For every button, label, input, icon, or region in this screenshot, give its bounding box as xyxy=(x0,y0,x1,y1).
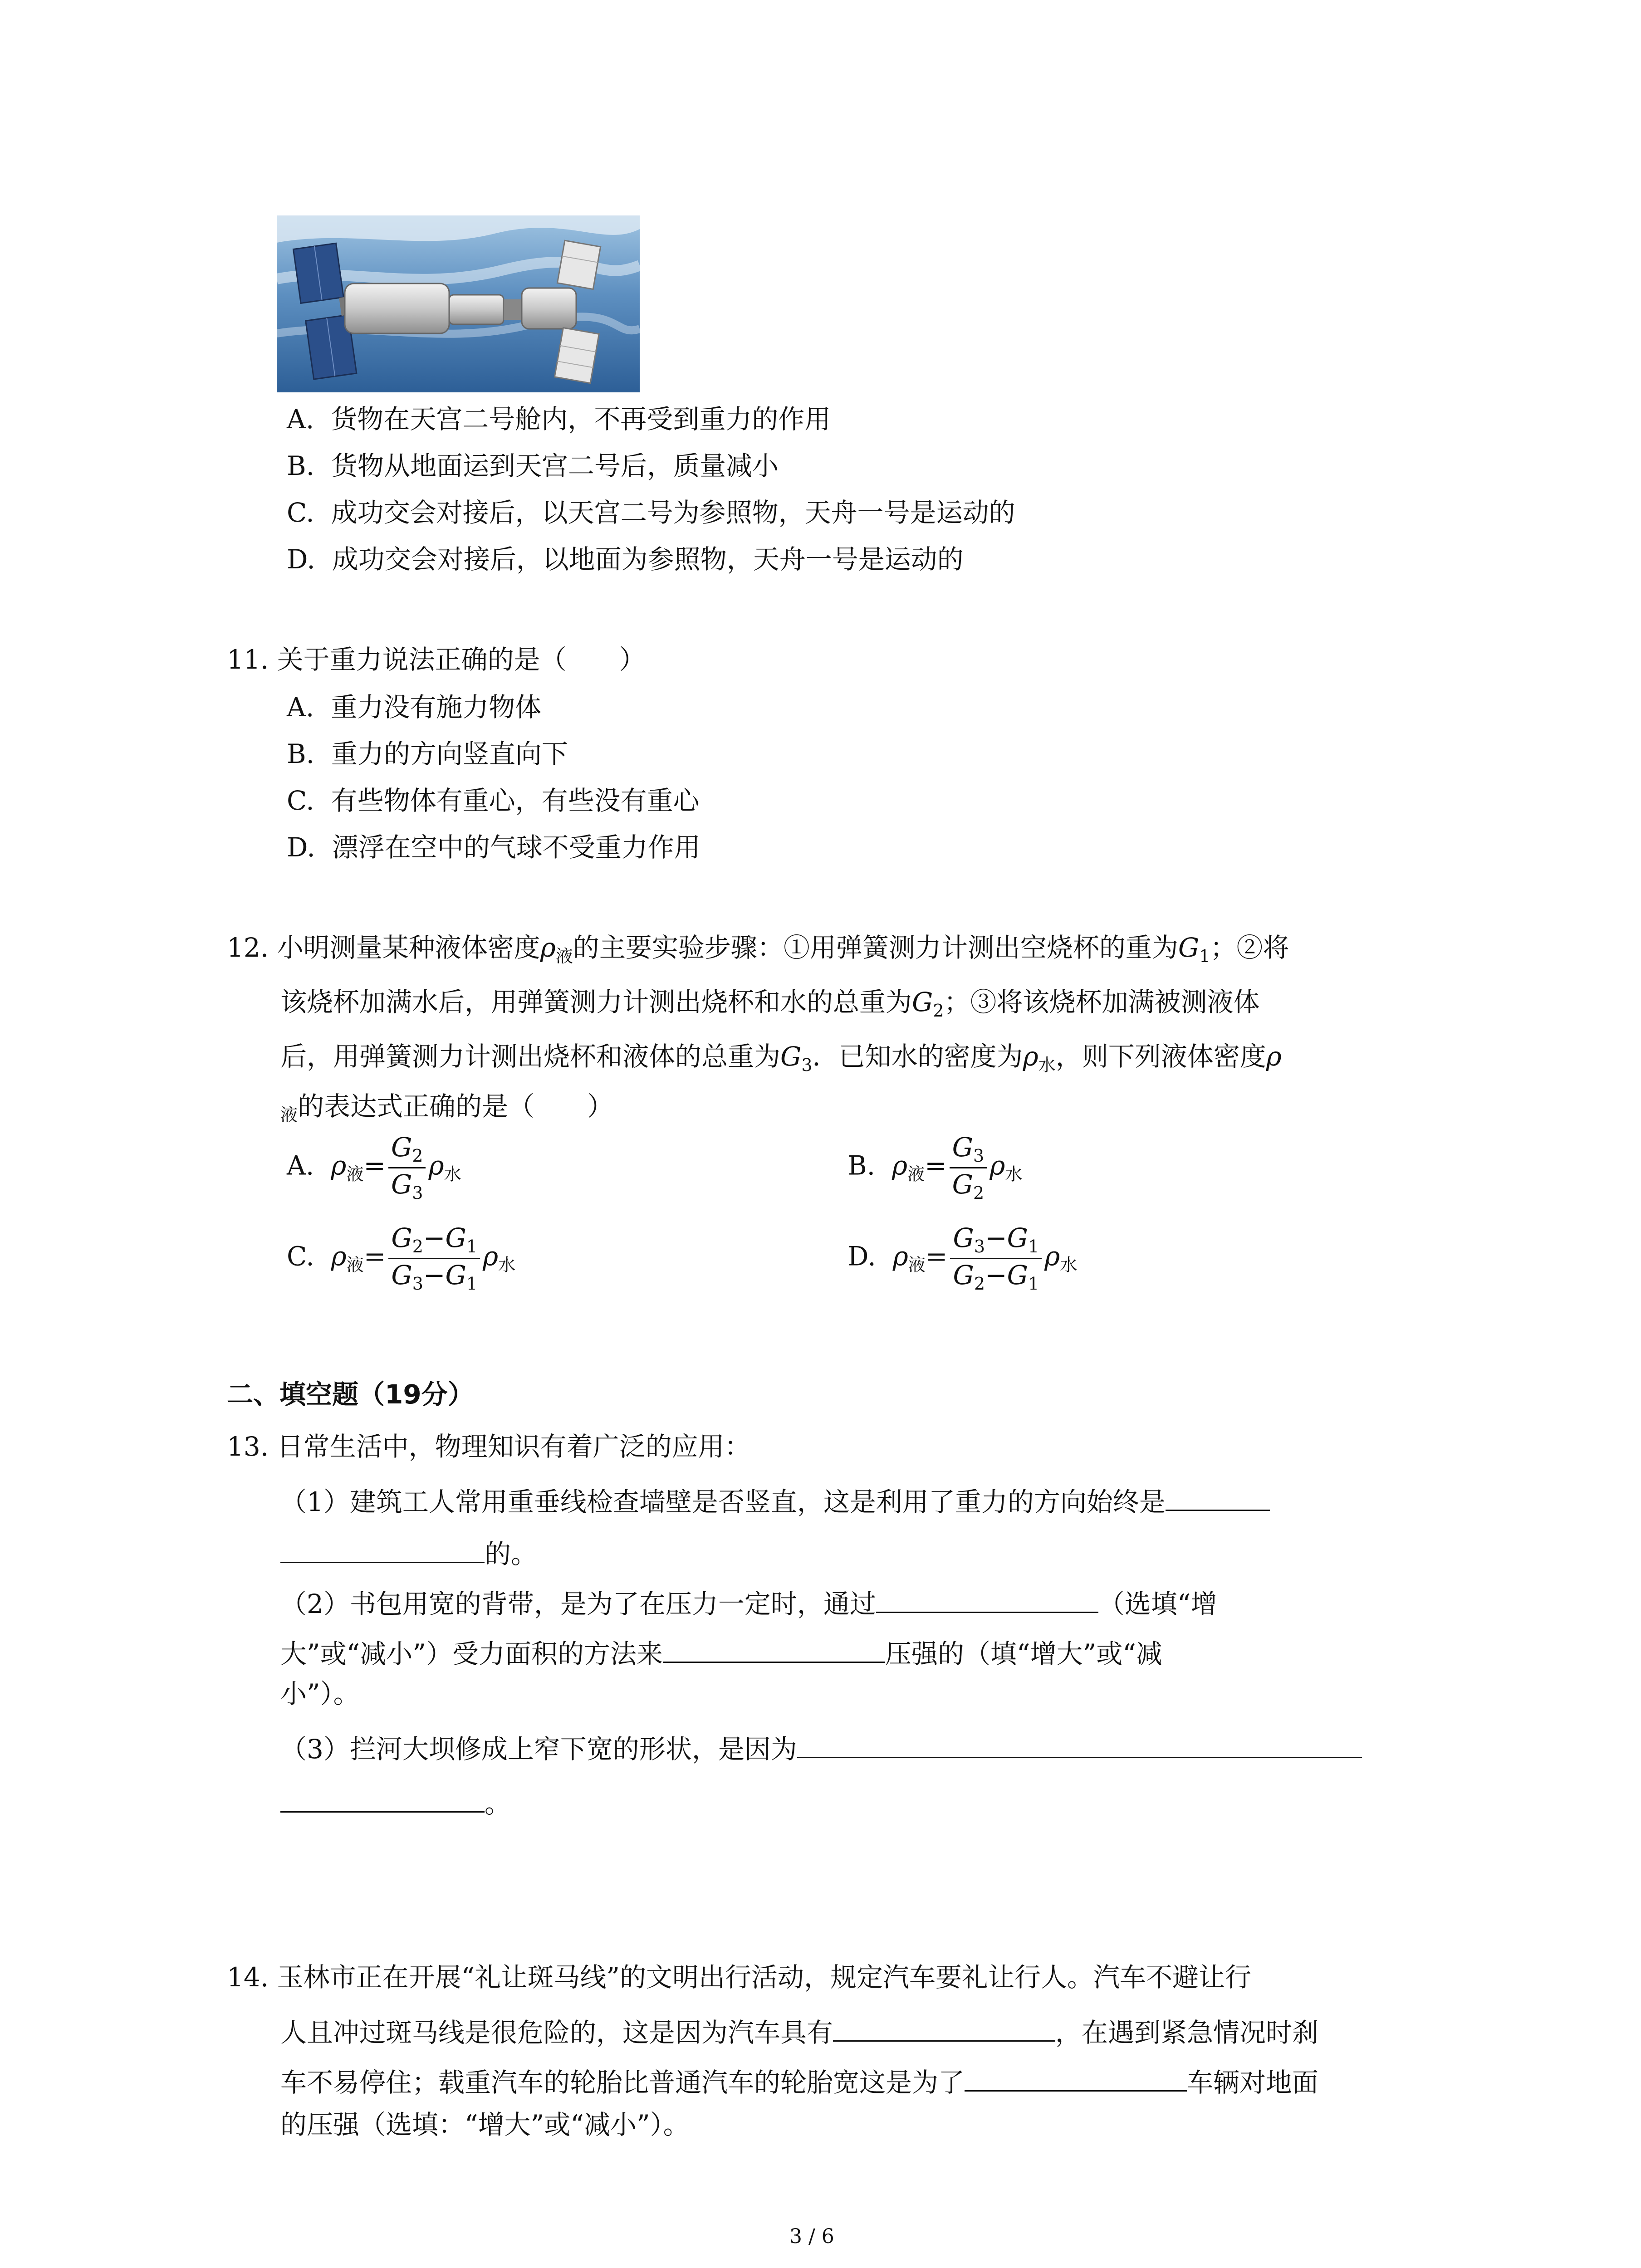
q13-blank-1b[interactable] xyxy=(280,1535,485,1563)
q13-blank-2a[interactable] xyxy=(876,1585,1098,1613)
q12-line-4: $_液$的表达式正确的是（ ） xyxy=(280,1091,614,1125)
q12-option-c: C. $\rho_液=$ $\frac{G_2-G_1}{G_3-G_1}$ $\rho_水$ xyxy=(287,1222,516,1294)
q13-part-2-line-3: 小”）。 xyxy=(280,1678,360,1709)
q13-part-1-line-1: （1）建筑工人常用重垂线检查墙壁是否竖直，这是利用了重力的方向始终是 xyxy=(280,1483,1270,1515)
q13-part-2-line-2: 大”或“减小”）受力面积的方法来 压强的（填“增大”或“减 xyxy=(280,1635,1162,1667)
q14-line-1: 14. 玉林市正在开展“礼让斑马线”的文明出行活动，规定汽车要礼让行人。汽车不避让行 xyxy=(227,1962,1251,1993)
section-title: 二、填空题（19分） xyxy=(227,1379,474,1410)
q14-blank-2[interactable] xyxy=(965,2064,1187,2092)
q13-part-2-line-1: （2）书包用宽的背带，是为了在压力一定时，通过 （选填“增 xyxy=(280,1585,1217,1617)
q13-part-3-line-1: （3）拦河大坝修成上窄下宽的形状，是因为 xyxy=(280,1730,1362,1762)
q10-option-d: D. 成功交会对接后，以地面为参照物，天舟一号是运动的 xyxy=(287,544,964,575)
q10-option-b: B. 货物从地面运到天宫二号后，质量减小 xyxy=(287,450,779,481)
tiangong-docking-photo xyxy=(277,215,640,392)
q14-line-3: 车不易停住；载重汽车的轮胎比普通汽车的轮胎宽这是为了 车辆对地面 xyxy=(280,2064,1318,2096)
q11-stem: 11. 关于重力说法正确的是（ ） xyxy=(227,644,646,675)
q13-blank-3a[interactable] xyxy=(797,1730,1362,1758)
q12-line-3: 后，用弹簧测力计测出烧杯和液体的总重为$G_3$．已知水的密度为$\rho_水$，则下列液体密度ρ xyxy=(280,1041,1282,1075)
q13-stem: 13. 日常生活中，物理知识有着广泛的应用： xyxy=(227,1431,751,1462)
q10-option-c: C. 成功交会对接后，以天宫二号为参照物，天舟一号是运动的 xyxy=(287,497,1015,528)
q12-option-a: A. $\rho_液=$ $\frac{G_2}{G_3}$ $\rho_水$ xyxy=(287,1132,461,1203)
q13-part-3-line-2: 。 xyxy=(280,1785,511,1817)
q11-option-a: A. 重力没有施力物体 xyxy=(287,692,542,723)
q14-line-2: 人且冲过斑马线是很危险的，这是因为汽车具有 ，在遇到紧急情况时刹 xyxy=(280,2014,1318,2046)
q10-option-a: A. 货物在天宫二号舱内，不再受到重力的作用 xyxy=(287,404,831,435)
q13-blank-3b[interactable] xyxy=(280,1785,485,1813)
q12-line-1: 12. 小明测量某种液体密度$\rho_液$的主要实验步骤：①用弹簧测力计测出空烧杯的重为$G_1$；②将 xyxy=(227,932,1289,966)
q14-blank-1[interactable] xyxy=(833,2014,1055,2042)
q11-option-c: C. 有些物体有重心，有些没有重心 xyxy=(287,785,700,816)
q12-line-2: 该烧杯加满水后，用弹簧测力计测出烧杯和水的总重为$G_2$；③将该烧杯加满被测液体 xyxy=(280,987,1260,1021)
page-number: 3 / 6 xyxy=(789,2225,834,2248)
q12-option-b: B. $\rho_液=$ $\frac{G_3}{G_2}$ $\rho_水$ xyxy=(847,1132,1023,1203)
q13-blank-2b[interactable] xyxy=(663,1635,885,1663)
q13-blank-1a[interactable] xyxy=(1166,1483,1270,1511)
q12-option-d: D. $\rho_液=$ $\frac{G_3-G_1}{G_2-G_1}$ $\rho_水$ xyxy=(847,1222,1078,1294)
q13-part-1-line-2: 的。 xyxy=(280,1535,537,1567)
q11-option-b: B. 重力的方向竖直向下 xyxy=(287,738,568,769)
q14-line-4: 的压强（选填：“增大”或“减小”）。 xyxy=(280,2109,690,2140)
q11-option-d: D. 漂浮在空中的气球不受重力作用 xyxy=(287,832,700,863)
